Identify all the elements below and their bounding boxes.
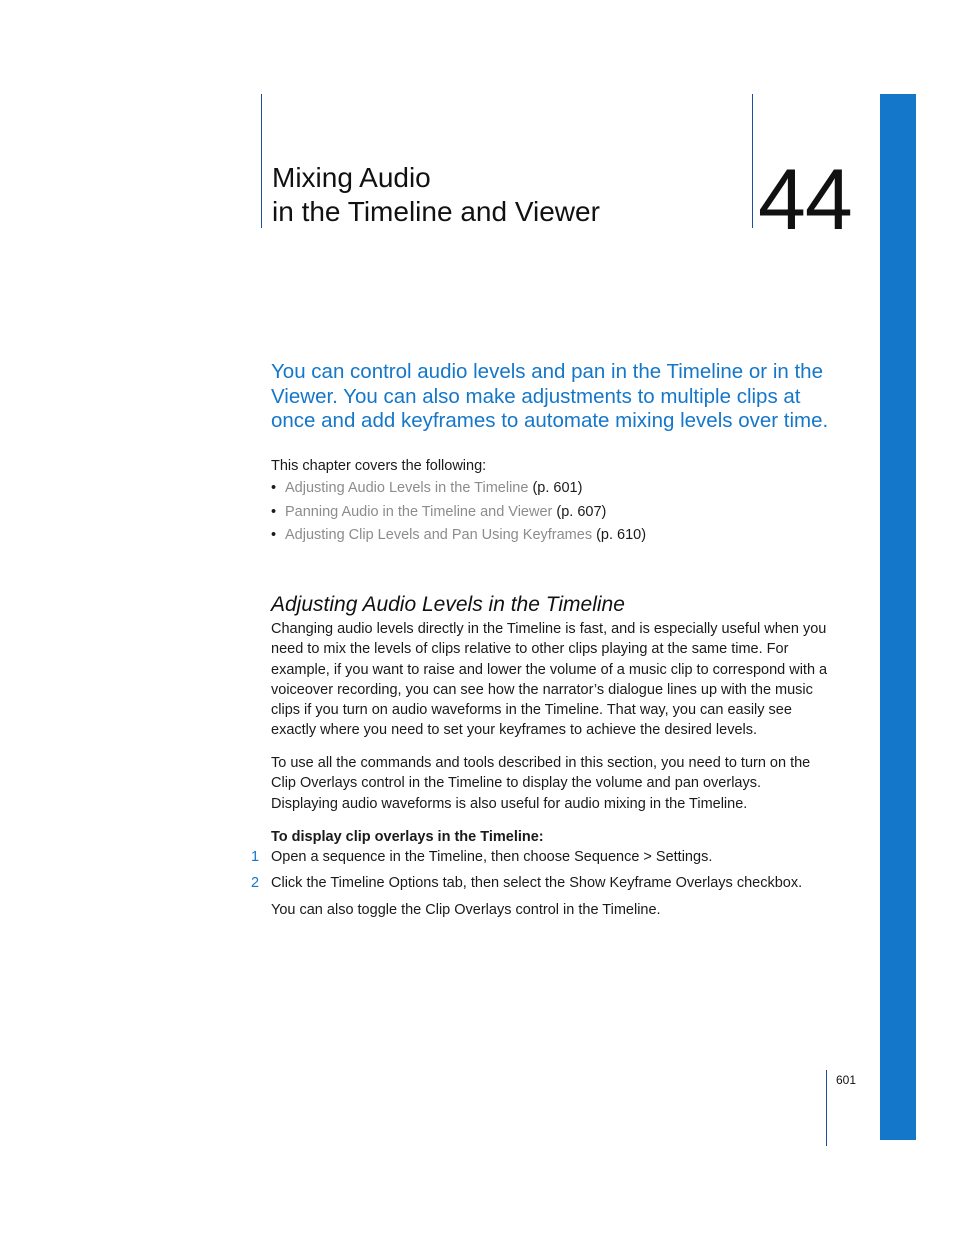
toc-link-adjusting-audio-levels[interactable]: Adjusting Audio Levels in the Timeline bbox=[285, 480, 529, 496]
section-heading: Adjusting Audio Levels in the Timeline bbox=[271, 593, 625, 616]
step-note: You can also toggle the Clip Overlays control in the Timeline. bbox=[271, 902, 661, 918]
step-text: Open a sequence in the Timeline, then choose Sequence > Settings. bbox=[271, 849, 713, 865]
toc-item bbox=[271, 525, 646, 549]
chapter-number: 44 bbox=[758, 152, 852, 248]
body-paragraph-2: To use all the commands and tools described in this section, you need to turn on the Clip Overlays control in the Timeline to display the volume and pan overlays. Displaying audio waveforms is also useful for audio mixing in the Timeline. bbox=[271, 755, 811, 812]
step-text: Click the Timeline Options tab, then select the Show Keyframe Overlays checkbox. bbox=[271, 875, 803, 891]
step-number: 1 bbox=[251, 849, 260, 865]
toc-page-ref: (p. 601) bbox=[528, 480, 583, 496]
body-paragraph-1: Changing audio levels directly in the Timeline is fast, and is especially useful when you need to mix the levels of clips relative to other clips playing at the same time. For example, if you want to raise and lower the volume of a music clip to correspond with a voiceover recording, you can see how the narrator’s dialogue lines up with the music clips if you turn on audio waveforms in the Timeline. That way, you can easily see exactly where you need to set your keyframes to achieve the desired levels. bbox=[271, 621, 828, 739]
title-rule-left bbox=[261, 94, 262, 228]
toc-link-panning-audio[interactable]: Panning Audio in the Timeline and Viewer bbox=[285, 503, 553, 520]
step-number: 2 bbox=[251, 875, 260, 891]
chapter-intro: You can control audio levels and pan in the Timeline or in the Viewer. You can also make adjustments to multiple clips at once and add keyframes to automate mixing levels over time. bbox=[271, 360, 829, 432]
chapter-toc bbox=[271, 478, 646, 549]
toc-page-ref: (p. 610) bbox=[592, 527, 647, 543]
chapter-title-line1: Mixing Audio bbox=[272, 162, 431, 193]
toc-page-ref: (p. 607) bbox=[552, 503, 607, 520]
chapter-title-line2: in the Timeline and Viewer bbox=[272, 196, 600, 227]
page-number: 601 bbox=[836, 1073, 857, 1087]
page-number-rule bbox=[826, 1070, 827, 1146]
toc-item bbox=[271, 502, 646, 526]
task-heading: To display clip overlays in the Timeline: bbox=[271, 829, 544, 845]
toc-bullet: • bbox=[271, 480, 277, 496]
chapter-edge-tab bbox=[880, 94, 916, 1140]
covers-label: This chapter covers the following: bbox=[271, 458, 487, 474]
toc-bullet: • bbox=[271, 503, 277, 520]
chapter-title bbox=[272, 161, 742, 229]
title-rule-right bbox=[752, 94, 753, 228]
toc-item bbox=[271, 478, 646, 502]
toc-link-clip-levels-keyframes[interactable]: Adjusting Clip Levels and Pan Using Keyframes bbox=[285, 527, 593, 543]
toc-bullet: • bbox=[271, 527, 277, 543]
